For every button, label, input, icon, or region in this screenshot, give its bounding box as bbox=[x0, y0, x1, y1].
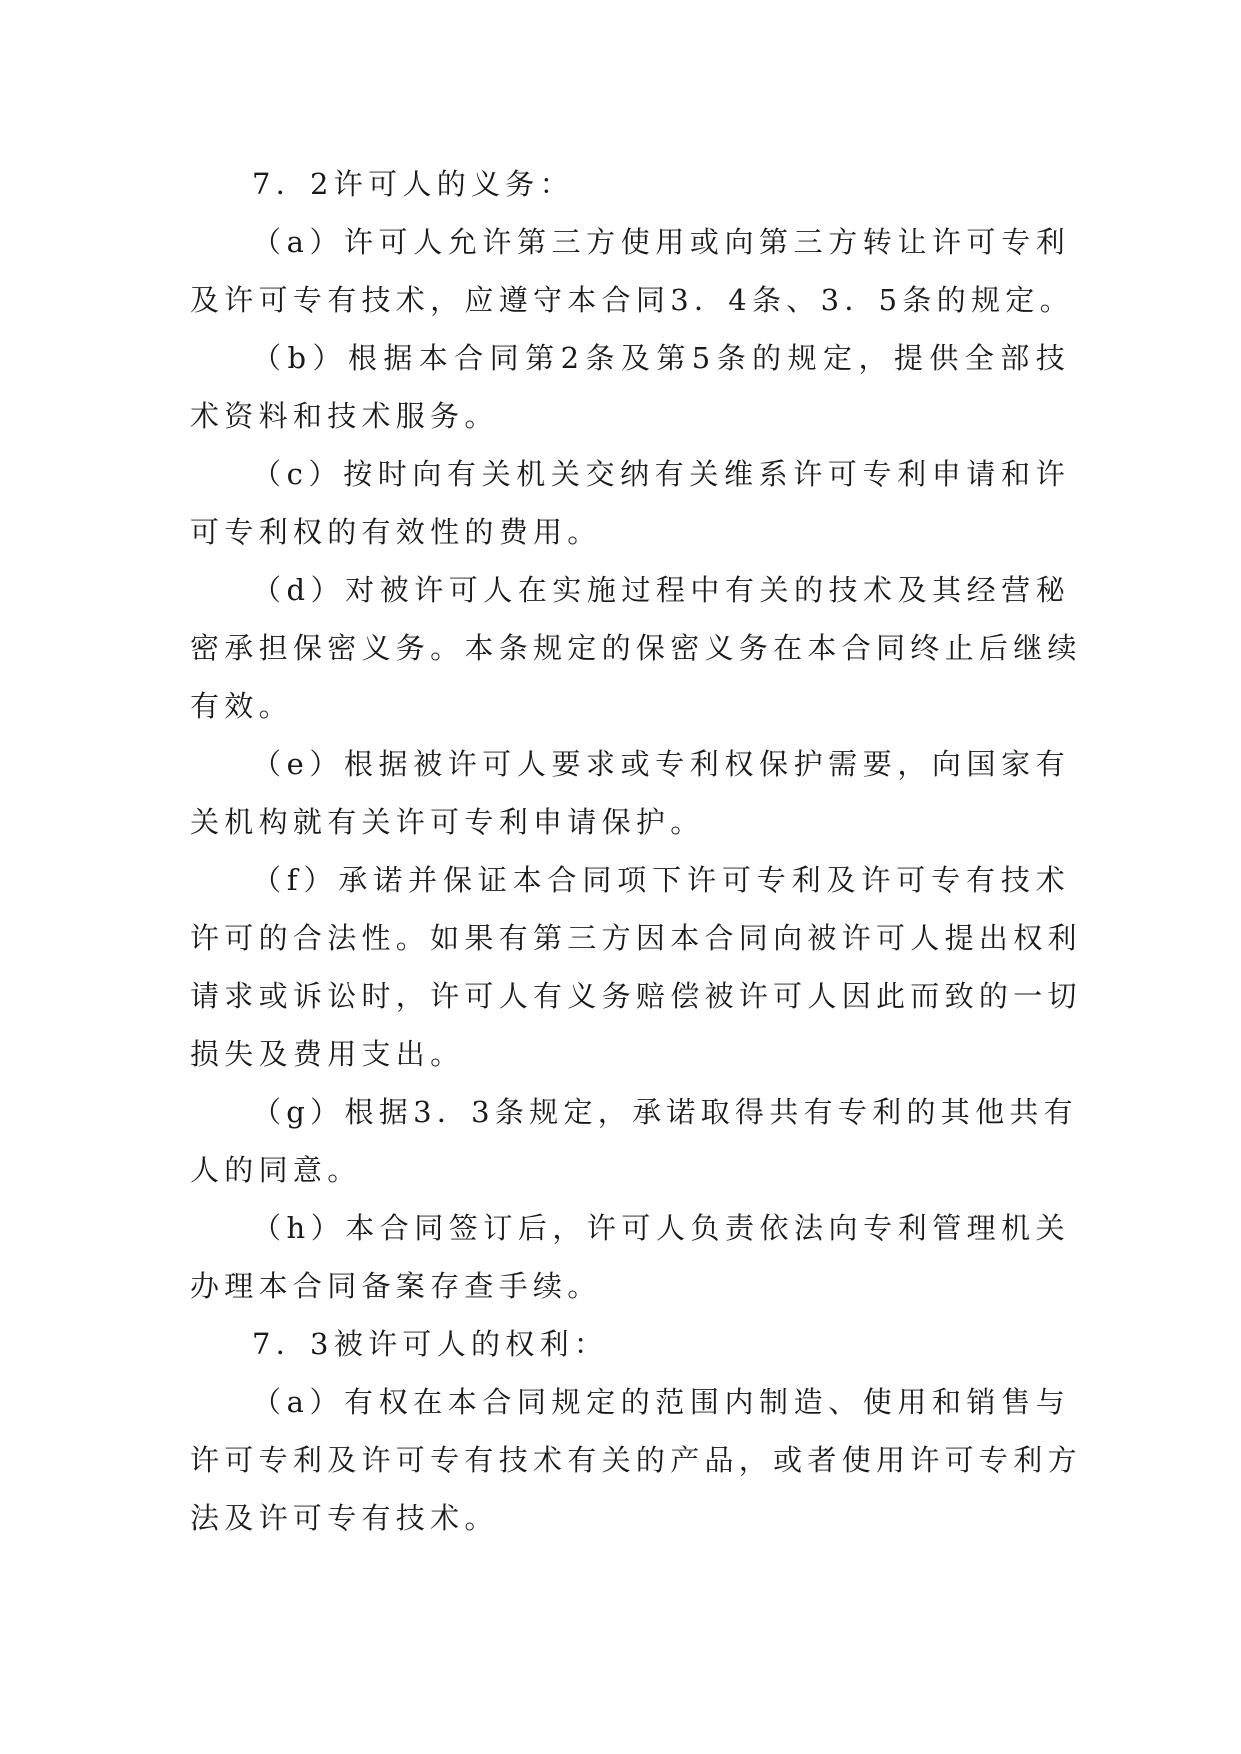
paragraph-line: （a）有权在本合同规定的范围内制造、使用和销售与 bbox=[252, 1385, 1070, 1419]
paragraph-line: （f）承诺并保证本合同项下许可专利及许可专有技术 bbox=[252, 863, 1070, 897]
paragraph-line: 及许可专有技术，应遵守本合同3．4条、3．5条的规定。 bbox=[190, 283, 1074, 317]
section-heading-7-3: 7．3被许可人的权利： bbox=[252, 1327, 609, 1361]
paragraph-line: 有效。 bbox=[190, 689, 293, 723]
paragraph-line: 术资料和技术服务。 bbox=[190, 399, 499, 433]
paragraph-line: 人的同意。 bbox=[190, 1153, 362, 1187]
paragraph-line: （h）本合同签订后，许可人负责依法向专利管理机关 bbox=[252, 1211, 1070, 1245]
paragraph-line: （g）根据3．3条规定，承诺取得共有专利的其他共有 bbox=[252, 1095, 1078, 1129]
paragraph-line: 关机构就有关许可专利申请保护。 bbox=[190, 805, 705, 839]
paragraph-line: （d）对被许可人在实施过程中有关的技术及其经营秘 bbox=[252, 573, 1070, 607]
paragraph-line: （a）许可人允许第三方使用或向第三方转让许可专利 bbox=[252, 225, 1070, 259]
paragraph-line: （b）根据本合同第2条及第5条的规定，提供全部技 bbox=[252, 341, 1070, 375]
paragraph-line: 可专利权的有效性的费用。 bbox=[190, 515, 602, 549]
paragraph-line: 许可的合法性。如果有第三方因本合同向被许可人提出权利 bbox=[190, 921, 1082, 955]
paragraph-line: 损失及费用支出。 bbox=[190, 1037, 465, 1071]
paragraph-line: 办理本合同备案存查手续。 bbox=[190, 1269, 602, 1303]
paragraph-line: 许可专利及许可专有技术有关的产品，或者使用许可专利方 bbox=[190, 1443, 1082, 1477]
paragraph-line: 法及许可专有技术。 bbox=[190, 1501, 499, 1535]
paragraph-line: （c）按时向有关机关交纳有关维系许可专利申请和许 bbox=[252, 457, 1070, 491]
paragraph-line: （e）根据被许可人要求或专利权保护需要，向国家有 bbox=[252, 747, 1070, 781]
paragraph-line: 密承担保密义务。本条规定的保密义务在本合同终止后继续 bbox=[190, 631, 1082, 665]
section-heading-7-2: 7．2许可人的义务： bbox=[252, 167, 574, 201]
paragraph-line: 请求或诉讼时，许可人有义务赔偿被许可人因此而致的一切 bbox=[190, 979, 1082, 1013]
